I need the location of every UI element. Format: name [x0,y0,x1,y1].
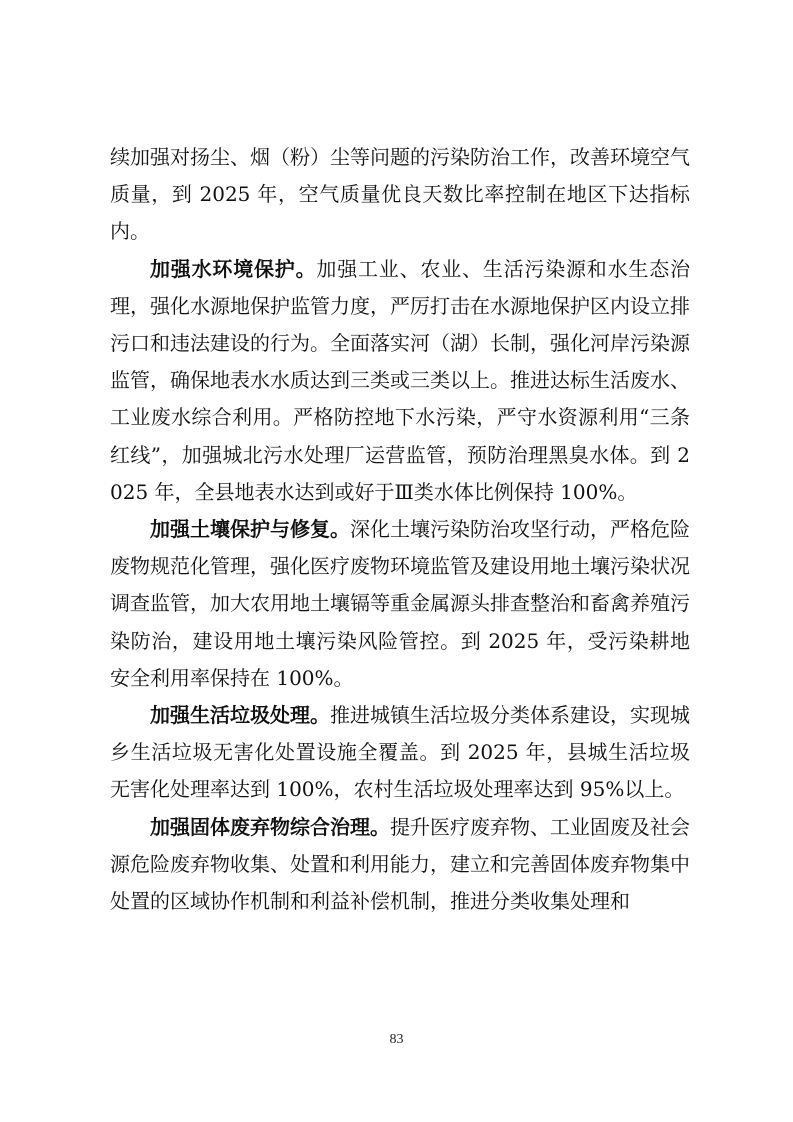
paragraph-body: 加强工业、农业、生活污染源和水生态治理，强化水源地保护监管力度，严厉打击在水源地保护区内设立排污口和违法建设的行为。全面落实河（湖）长制，强化河岸污染源监管，确保地表水水质达到三类或三类以上。推进达标生活废水、工业废水综合利用。严格防控地下水污染，严守水资源利用“三条红线”，加强城北污水处理厂运营监管，预防治理黑臭水体。到 2025 年，全县地表水达到或好于Ⅲ类水体比例保持 100%。 [110,256,691,504]
paragraph-heading: 加强生活垃圾处理。 [150,703,330,728]
paragraph-body: 提升医疗废弃物、工业固废及社会源危险废弃物收集、处置和利用能力，建立和完善固体废弃物集中处置的区域协作机制和利益补偿机制，推进分类收集处理和 [110,814,690,914]
paragraph-continued [110,139,690,251]
paragraph-body: 深化土壤污染防治攻坚行动，严格危险废物规范化管理，强化医疗废物环境监管及建设用地土壤污染状况调查监管，加大农用地土壤镉等重金属源头排查整治和畜禽养殖污染防治，建设用地土壤污染风险管控。到 2025 年，受污染耕地安全利用率保持在 100%。 [110,517,690,690]
paragraph-heading: 加强土壤保护与修复。 [150,517,350,542]
page-number: 83 [389,1032,404,1047]
paragraph-soil-protection [110,511,690,697]
paragraph-heading: 加强固体废弃物综合治理。 [150,814,390,839]
document-body [110,139,690,920]
paragraph-garbage-treatment [110,697,690,809]
paragraph-water-protection [110,251,690,511]
paragraph-body: 续加强对扬尘、烟（粉）尘等问题的污染防治工作，改善环境空气质量，到 2025 年，空气质量优良天数比率控制在地区下达指标内。 [110,145,690,244]
paragraph-heading: 加强水环境保护。 [150,256,317,281]
paragraph-body: 推进城镇生活垃圾分类体系建设，实现城乡生活垃圾无害化处置设施全覆盖。到 2025 年，县城生活垃圾无害化处理率达到 100%，农村生活垃圾处理率达到 95%以上。 [110,703,690,802]
paragraph-solid-waste [110,809,690,921]
